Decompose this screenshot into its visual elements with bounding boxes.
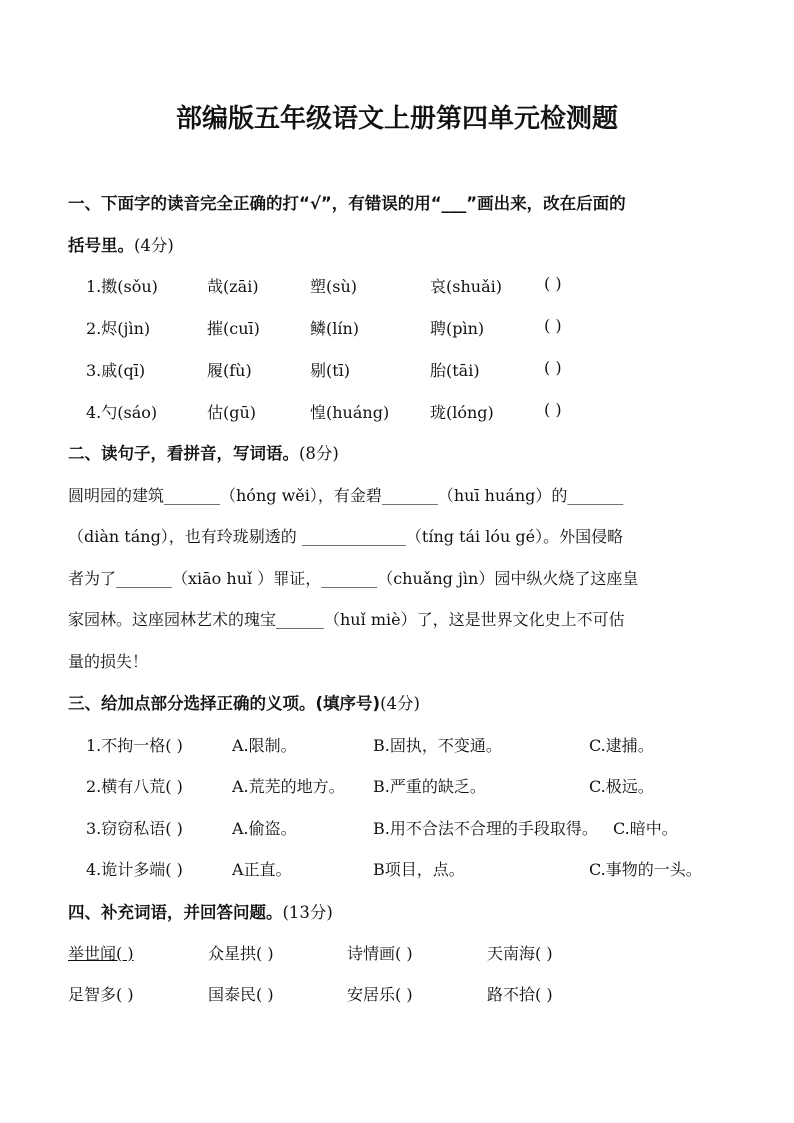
option-a: A正直。 bbox=[232, 860, 292, 879]
idiom-fill[interactable]: 诗情画( ) bbox=[347, 944, 413, 963]
idiom-item[interactable]: 3.窃窃私语( ) bbox=[86, 819, 183, 838]
section3-heading bbox=[68, 690, 420, 714]
section1-heading-text: 括号里。 bbox=[68, 236, 134, 255]
section2-score: (8分) bbox=[299, 444, 339, 463]
idiom-fill[interactable]: 安居乐( ) bbox=[347, 985, 413, 1004]
section4-score: (13分) bbox=[282, 903, 333, 922]
option-c: C.极远。 bbox=[589, 777, 654, 796]
pinyin-item: 2.烬(jìn) bbox=[86, 319, 151, 338]
section2-line-1[interactable]: 圆明园的建筑_______（hóng wěi），有金碧_______（huī huáng）的_______ bbox=[68, 486, 624, 505]
option-b: B.用不合法不合理的手段取得。 bbox=[373, 819, 598, 838]
section2-line-5: 量的损失！ bbox=[68, 652, 149, 671]
pinyin-item: 珑(lóng) bbox=[430, 403, 494, 422]
section4-heading-text: 四、补充词语，并回答问题。 bbox=[68, 903, 283, 922]
section1-heading-line1: 一、下面字的读音完全正确的打“√”，有错误的用“___”画出来，改在后面的 bbox=[68, 194, 626, 213]
answer-bracket[interactable]: ( ) bbox=[544, 274, 562, 293]
pinyin-item: 鳞(lín) bbox=[310, 319, 360, 338]
section2-heading bbox=[68, 440, 339, 464]
idiom-fill[interactable]: 国泰民( ) bbox=[208, 985, 274, 1004]
section2-line-3[interactable]: 者为了_______（xiāo huǐ ）罪证，_______（chuǎng jìn）园中纵火烧了这座皇 bbox=[68, 569, 639, 588]
answer-bracket[interactable]: ( ) bbox=[544, 400, 562, 419]
option-b: B.严重的缺乏。 bbox=[373, 777, 486, 796]
section3-heading-text: 三、给加点部分选择正确的义项。(填序号) bbox=[68, 694, 381, 713]
option-a: A.偷盗。 bbox=[232, 819, 297, 838]
option-b: B项目，点。 bbox=[373, 860, 465, 879]
pinyin-item: 履(fù) bbox=[207, 361, 252, 380]
pinyin-item: 3.戚(qī) bbox=[86, 361, 146, 380]
option-c: C.事物的一头。 bbox=[589, 860, 702, 879]
idiom-fill[interactable]: 天南海( ) bbox=[487, 944, 553, 963]
section2-line-4[interactable]: 家园林。这座园林艺术的瑰宝______（huǐ miè）了，这是世界文化史上不可估 bbox=[68, 610, 625, 629]
page-title: 部编版五年级语文上册第四单元检测题 bbox=[175, 104, 618, 134]
section4-heading bbox=[68, 899, 333, 923]
section2-heading-text: 二、读句子，看拼音，写词语。 bbox=[68, 444, 299, 463]
idiom-fill[interactable]: 举世闻( ) bbox=[68, 944, 134, 963]
pinyin-item: 哀(shuǎi) bbox=[430, 277, 502, 296]
pinyin-item: 哉(zāi) bbox=[207, 277, 259, 296]
answer-bracket[interactable]: ( ) bbox=[544, 316, 562, 335]
pinyin-item: 剔(tī) bbox=[310, 361, 351, 380]
pinyin-item: 摧(cuī) bbox=[207, 319, 260, 338]
pinyin-item: 聘(pìn) bbox=[430, 319, 485, 338]
idiom-item[interactable]: 4.诡计多端( ) bbox=[86, 860, 183, 879]
section1-heading-line2 bbox=[68, 232, 174, 256]
option-c: C.暗中。 bbox=[613, 819, 678, 838]
idiom-fill[interactable]: 众星拱( ) bbox=[208, 944, 274, 963]
pinyin-item: 塑(sù) bbox=[310, 277, 358, 296]
section1-score: (4分) bbox=[134, 236, 174, 255]
pinyin-item: 1.擞(sǒu) bbox=[86, 277, 158, 296]
pinyin-item: 胎(tāi) bbox=[430, 361, 480, 380]
pinyin-item: 惶(huáng) bbox=[310, 403, 390, 422]
option-b: B.固执，不变通。 bbox=[373, 736, 502, 755]
section2-line-2[interactable]: （diàn táng），也有玲珑剔透的 _____________（tíng tái lóu gé）。外国侵略 bbox=[68, 527, 624, 546]
section3-score: (4分) bbox=[380, 694, 420, 713]
idiom-item[interactable]: 1.不拘一格( ) bbox=[86, 736, 183, 755]
option-c: C.逮捕。 bbox=[589, 736, 654, 755]
option-a: A.荒芜的地方。 bbox=[232, 777, 345, 796]
idiom-item[interactable]: 2.横有八荒( ) bbox=[86, 777, 183, 796]
option-a: A.限制。 bbox=[232, 736, 297, 755]
idiom-fill[interactable]: 路不拾( ) bbox=[487, 985, 553, 1004]
answer-bracket[interactable]: ( ) bbox=[544, 358, 562, 377]
pinyin-item: 4.勺(sáo) bbox=[86, 403, 158, 422]
idiom-fill[interactable]: 足智多( ) bbox=[68, 985, 134, 1004]
pinyin-item: 估(gū) bbox=[207, 403, 257, 422]
